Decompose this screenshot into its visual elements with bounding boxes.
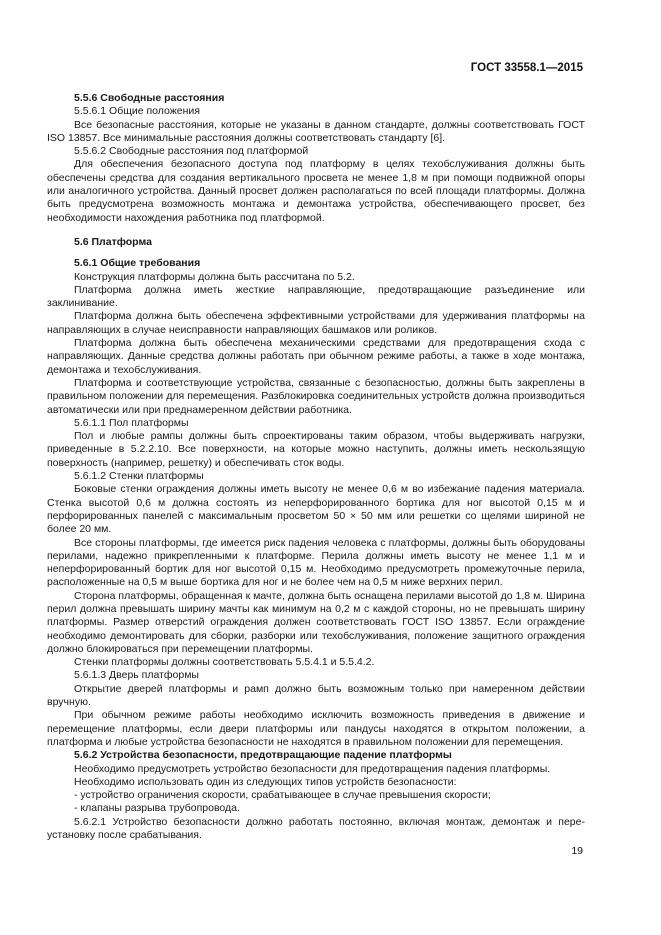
paragraph: Открытие дверей платформы и рамп должно быть возможным только при намеренном действии вручную. bbox=[47, 682, 585, 709]
paragraph: Платформа должна иметь жесткие направляющие, предотвращающие разъединение или заклинивание. bbox=[47, 283, 585, 310]
section-heading: 5.5.6 Свободные расстояния bbox=[74, 92, 225, 104]
paragraph: 5.5.6.1 Общие положения bbox=[74, 105, 200, 118]
paragraph: Все безопасные расстояния, которые не указаны в данном стандарте, должны соответствовать ГОСТ ISO 13857. Все минимальные расстояния должны соответствовать стандарту [6]. bbox=[47, 118, 585, 144]
paragraph: 5.6.1.2 Стенки платформы bbox=[74, 470, 204, 483]
section-heading: 5.6 Платформа bbox=[74, 235, 152, 248]
paragraph: - устройство ограничения скорости, срабатывающее в случае превышения скорости; bbox=[74, 789, 491, 802]
paragraph: Платформа должна быть обеспечена механическими средствами для предотвращения схода с направляющих. Данные средства должны работать при обычном режиме работы, а также в ходе монтажа, демонтажа и техобслуживания. bbox=[47, 337, 585, 376]
paragraph: Конструкция платформы должна быть рассчитана по 5.2. bbox=[74, 270, 355, 283]
paragraph: 5.6.1.3 Дверь платформы bbox=[74, 669, 199, 682]
paragraph: При обычном режиме работы необходимо исключить возможность приведения в движение и перемещение платформы, если двери платформы или пандусы находятся в открытом положении, а платформа и любые устройства безопасности не находятся в правильном положении для перемещения. bbox=[47, 709, 585, 748]
paragraph: Пол и любые рампы должны быть спроектированы таким образом, чтобы выдерживать нагрузки, приведенные в 5.2.2.10. Все поверхности, на которые можно наступить, должны иметь нескользящую поверхность (например, решетку) и обеспечивать сток воды. bbox=[47, 430, 585, 469]
page-number: 19 bbox=[571, 845, 583, 857]
paragraph: Стенки платформы должны соответствовать 5.5.4.1 и 5.5.4.2. bbox=[74, 656, 375, 669]
standard-header: ГОСТ 33558.1—2015 bbox=[470, 62, 583, 74]
document-body bbox=[47, 92, 585, 842]
paragraph: Сторона платформы, обращенная к мачте, должна быть оснащена перилами высотой до 1,8 м. Ширина перил должна превышать ширину мачты как минимум на 0,2 м с каждой стороны, но не превышать ширину платформы. Размер отверстий ограждения должен соответствовать ГОСТ ISO 13857. Если ограждение необходимо демонтировать для сборки, разборки или техобслуживания, положение защитного ограждения должно блокироваться при перемещении платформы. bbox=[47, 589, 585, 655]
paragraph: - клапаны разрыва трубопровода. bbox=[74, 802, 240, 815]
paragraph: 5.5.6.2 Свободные расстояния под платформой bbox=[74, 145, 309, 158]
paragraph: Боковые стенки ограждения должны иметь высоту не менее 0,6 м во избежание падения материала. Стенка высотой 0,6 м должна состоять из неперфорированного бортика для ног высотой 0,15 м и перфорированных панелей с максимальным просветом 50 × 50 мм или решетки со щелями шириной не более 20 мм. bbox=[47, 483, 585, 536]
paragraph: Для обеспечения безопасного доступа под платформу в целях техобслуживания должны быть обеспечены средства для создания вертикального просвета не менее 1,8 м при помощи подвижной опоры или аналогичного устройства. Данный просвет должен располагаться по всей площади платформы. Должна быть предусмотрена возможность монтажа и демонтажа устройства, обеспечивающего просвет, без необходимости нахождения работника под платформой. bbox=[47, 158, 585, 224]
paragraph: Все стороны платформы, где имеется риск падения человека с платформы, должны быть оборудованы перилами, надежно прикрепленными к платформе. Перила должны иметь высоту не менее 1,1 м и неперфорированный бортик для ног высотой 0,15 м. Необходимо предусмотреть промежуточные перила, расположенные на 0,5 м выше бортика для ног и не более чем на 0,5 м ниже верхних перил. bbox=[47, 536, 585, 589]
paragraph: Необходимо предусмотреть устройство безопасности для предотвращения падения платформы. bbox=[74, 762, 551, 775]
section-heading: 5.6.2 Устройства безопасности, предотвращающие падение платформы bbox=[74, 749, 452, 762]
paragraph: Платформа и соответствующие устройства, связанные с безопасностью, должны быть закреплены в правильном положении для перемещения. Разблокировка соединительных устройств должна производиться автоматически или при преднамеренном действии работника. bbox=[47, 376, 585, 416]
section-heading: 5.6.1 Общие требования bbox=[74, 257, 201, 270]
paragraph: 5.6.1.1 Пол платформы bbox=[74, 416, 189, 429]
paragraph: Платформа должна быть обеспечена эффективными устройствами для удерживания платформы на направляющих в случае неисправности направляющих башмаков или роликов. bbox=[47, 310, 585, 336]
paragraph: 5.6.2.1 Устройство безопасности должно работать постоянно, включая монтаж, демонтаж и пере-установку после срабатывания. bbox=[47, 815, 585, 842]
paragraph: Необходимо использовать один из следующих типов устройств безопасности: bbox=[74, 775, 457, 788]
